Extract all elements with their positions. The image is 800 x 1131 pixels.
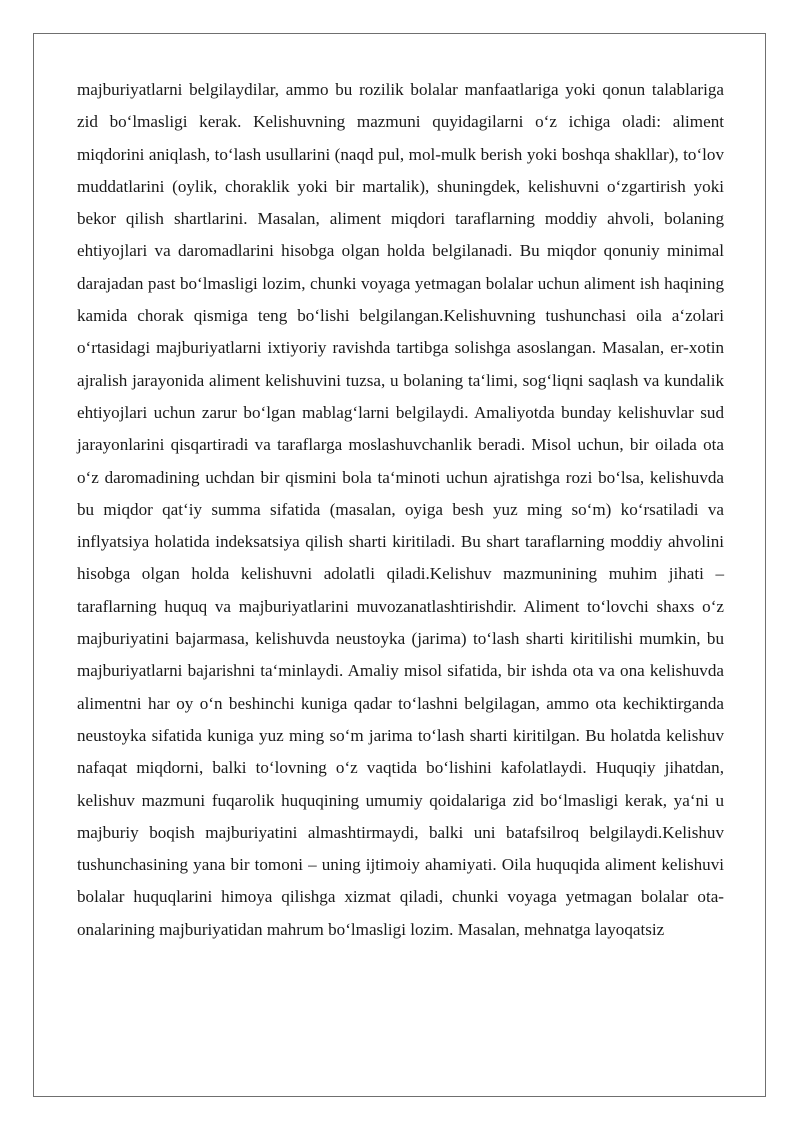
body-paragraph: majburiyatlarni belgilaydilar, ammo bu rozilik bolalar manfaatlariga yoki qonun talablariga zid bo‘lmasligi kerak. Kelishuvning mazmuni quyidagilarni o‘z ichiga oladi: aliment miqdorini aniqlash, to‘lash usullarini (naqd pul, mol-mulk berish yoki boshqa shakllar), to‘lov muddatlarini (oylik, choraklik yoki bir martalik), shuningdek, kelishuvni o‘zgartirish yoki bekor qilish shartlarini. Masalan, aliment miqdori taraflarning moddiy ahvoli, bolaning ehtiyojlari va daromadlarini hisobga olgan holda belgilanadi. Bu miqdor qonuniy minimal darajadan past bo‘lmasligi lozim, chunki voyaga yetmagan bolalar uchun aliment ish haqining kamida chorak qismiga teng bo‘lishi belgilangan.Kelishuvning tushunchasi oila a‘zolari o‘rtasidagi majburiyatlarni ixtiyoriy ravishda tartibga solishga asoslangan. Masalan, er-xotin ajralish jarayonida aliment kelishuvini tuzsa, u bolaning ta‘limi, sog‘liqni saqlash va kundalik ehtiyojlari uchun zarur bo‘lgan mablag‘larni belgilaydi. Amaliyotda bunday kelishuvlar sud jarayonlarini qisqartiradi va taraflarga moslashuvchanlik beradi. Misol uchun, bir oilada ota o‘z daromadining uchdan bir qismini bola ta‘minoti uchun ajratishga rozi bo‘lsa, kelishuvda bu miqdor qat‘iy summa sifatida (masalan, oyiga besh yuz ming so‘m) ko‘rsatiladi va inflyatsiya holatida indeksatsiya qilish sharti kiritiladi. Bu shart taraflarning moddiy ahvolini hisobga olgan holda kelishuvni adolatli qiladi.Kelishuv mazmunining muhim jihati – taraflarning huquq va majburiyatlarini muvozanatlashtirishdir. Aliment to‘lovchi shaxs o‘z majburiyatini bajarmasa, kelishuvda neustoyka (jarima) to‘lash sharti kiritilishi mumkin, bu majburiyatlarni bajarishni ta‘minlaydi. Amaliy misol sifatida, bir ishda ota va ona kelishuvda alimentni har oy o‘n beshinchi kuniga qadar to‘lashni belgilagan, ammo ota kechiktirganda neustoyka sifatida kuniga yuz ming so‘m jarima to‘lash sharti kiritilgan. Bu holatda kelishuv nafaqat miqdorni, balki to‘lovning o‘z vaqtida bo‘lishini kafolatlaydi. Huquqiy jihatdan, kelishuv mazmuni fuqarolik huquqining umumiy qoidalariga zid bo‘lmasligi kerak, ya‘ni u majburiy boqish majburiyatini almashtirmaydi, balki uni batafsilroq belgilaydi.Kelishuv tushunchasining yana bir tomoni – uning ijtimoiy ahamiyati. Oila huquqida aliment kelishuvi bolalar huquqlarini himoya qilishga xizmat qiladi, chunki voyaga yetmagan bolalar ota-onalarining majburiyatidan mahrum bo‘lmasligi lozim. Masalan, mehnatga layoqatsiz bbox=[77, 80, 724, 939]
